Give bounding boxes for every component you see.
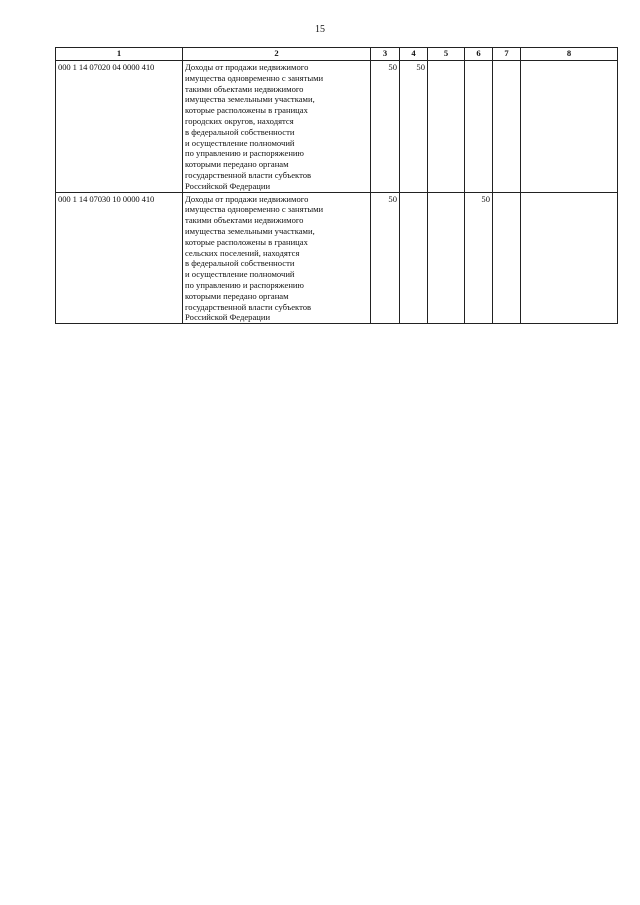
row-col3-value: 50 bbox=[371, 192, 400, 324]
row-code: 000 1 14 07030 10 0000 410 bbox=[56, 192, 183, 324]
row-col8-value bbox=[521, 192, 618, 324]
row-col5-value bbox=[428, 192, 465, 324]
row-name-line: которые расположены в границах bbox=[185, 236, 308, 247]
row-col4-value: 50 bbox=[400, 61, 428, 193]
page-number: 15 bbox=[315, 24, 325, 35]
row-name-line: такими объектами недвижимого bbox=[185, 83, 304, 94]
row-name-line: по управлению и распоряжению bbox=[185, 148, 304, 159]
row-name-line: городских округов, находятся bbox=[185, 115, 294, 126]
table-header-row bbox=[56, 48, 618, 61]
row-name-line: которыми передано органам bbox=[185, 159, 289, 170]
column-header-2: 2 bbox=[183, 48, 371, 61]
row-col7-value bbox=[493, 61, 521, 193]
row-name-line: в федеральной собственности bbox=[185, 126, 295, 137]
row-col7-value bbox=[493, 192, 521, 324]
row-name-line: имущества земельными участками, bbox=[185, 94, 315, 105]
row-col6-value bbox=[465, 61, 493, 193]
row-name-line: которыми передано органам bbox=[185, 290, 289, 301]
row-col6-value: 50 bbox=[465, 192, 493, 324]
row-name-line: государственной власти субъектов bbox=[185, 301, 312, 312]
row-name-line: сельских поселений, находятся bbox=[185, 247, 300, 258]
row-name-line: в федеральной собственности bbox=[185, 258, 295, 269]
row-name-line: и осуществление полномочий bbox=[185, 269, 295, 280]
column-header-5: 5 bbox=[428, 48, 465, 61]
row-name-line: по управлению и распоряжению bbox=[185, 279, 304, 290]
row-col3-value: 50 bbox=[371, 61, 400, 193]
row-name-line: Доходы от продажи недвижимого bbox=[185, 193, 309, 204]
column-header-6: 6 bbox=[465, 48, 493, 61]
column-header-8: 8 bbox=[521, 48, 618, 61]
row-name-line: Доходы от продажи недвижимого bbox=[185, 62, 309, 72]
row-name-line: имущества одновременно с занятыми bbox=[185, 72, 324, 83]
table-row bbox=[56, 192, 618, 324]
column-header-4: 4 bbox=[400, 48, 428, 61]
row-name-line: имущества одновременно с занятыми bbox=[185, 204, 324, 215]
row-col4-value bbox=[400, 192, 428, 324]
column-header-7: 7 bbox=[493, 48, 521, 61]
row-name-line: имущества земельными участками, bbox=[185, 225, 315, 236]
row-name-line: которые расположены в границах bbox=[185, 105, 308, 116]
table-row bbox=[56, 61, 618, 193]
row-col5-value bbox=[428, 61, 465, 193]
row-name-line: Российской Федерации bbox=[185, 312, 271, 323]
row-name-line: государственной власти субъектов bbox=[185, 169, 312, 180]
row-name bbox=[183, 192, 371, 324]
row-name-line: такими объектами недвижимого bbox=[185, 215, 304, 226]
row-name-line: Российской Федерации bbox=[185, 180, 271, 191]
row-name-line: и осуществление полномочий bbox=[185, 137, 295, 148]
budget-table bbox=[55, 47, 618, 324]
column-header-3: 3 bbox=[371, 48, 400, 61]
row-col8-value bbox=[521, 61, 618, 193]
column-header-1: 1 bbox=[56, 48, 183, 61]
row-name bbox=[183, 61, 371, 193]
row-code: 000 1 14 07020 04 0000 410 bbox=[56, 61, 183, 193]
